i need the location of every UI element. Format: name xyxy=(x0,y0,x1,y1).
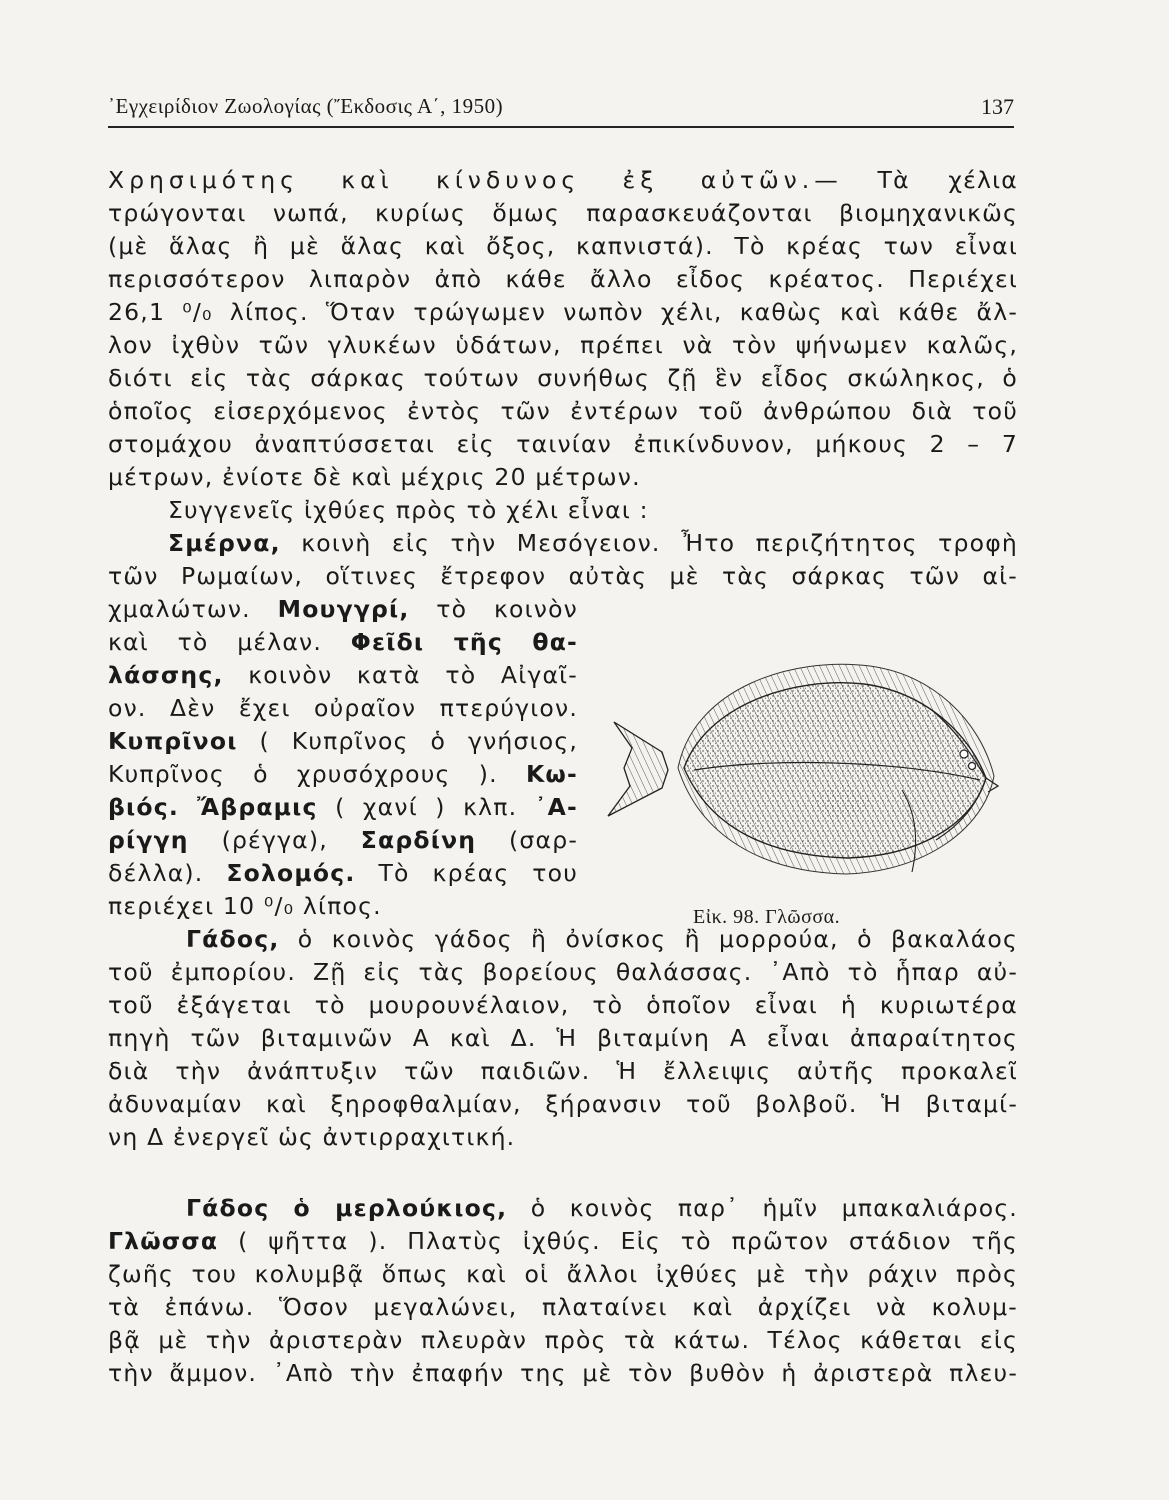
text-line: ρίγγη (ρέγγα), Σαρδίνη (σαρ- xyxy=(108,826,579,854)
term-bold: Φεῖδι τῆς θα- xyxy=(350,628,578,656)
term-bold: ρίγγη xyxy=(108,826,189,854)
text-line: Γλῶσσα ( ψῆττα ). Πλατὺς ἰχθύς. Εἰς τὸ πρῶτον στάδιον τῆς xyxy=(108,1227,1018,1255)
text-line: Γάδος, ὁ κοινὸς γάδος ἢ ὀνίσκος ἢ μορρούα, ὁ βακαλάος xyxy=(186,925,1018,953)
text-line: τοῦ ἐξάγεται τὸ μουρουνέλαιον, τὸ ὁποῖον εἶναι ἡ κυριωτέρα xyxy=(108,991,1018,1019)
text-line: τὰ ἐπάνω. Ὅσον μεγαλώνει, πλαταίνει καὶ ἀρχίζει νὰ κολυμ- xyxy=(108,1293,1018,1321)
text-line: τὴν ἄμμον. ᾿Απὸ τὴν ἐπαφήν της μὲ τὸν βυθὸν ἡ ἀριστερὰ πλευ- xyxy=(108,1359,1018,1387)
text-line: ζωῆς του κολυμβᾷ ὅπως καὶ οἱ ἄλλοι ἰχθύες μὲ τὴν ράχιν πρὸς xyxy=(108,1260,1018,1288)
term-bold: Μουγγρί, xyxy=(277,595,410,623)
text-line: Συγγενεῖς ἰχθύες πρὸς τὸ χέλι εἶναι : xyxy=(168,496,649,524)
text-line: λον ἰχθὺν τῶν γλυκέων ὑδάτων, πρέπει νὰ τὸν ψήνωμεν καλῶς, xyxy=(108,331,1018,359)
text-line: Γάδος ὁ μερλούκιος, ὁ κοινὸς παρ᾿ ἡμῖν μπακαλιάρος. xyxy=(186,1194,1018,1222)
term-bold: Κυπρῖνοι xyxy=(108,727,238,755)
term-bold: ᾿Α- xyxy=(534,793,578,821)
text-line: χμαλώτων. Μουγγρί, τὸ κοινὸν xyxy=(108,595,579,623)
text-line: νη Δ ἐνεργεῖ ὡς ἀντιρραχιτική. xyxy=(108,1123,516,1151)
term-bold: λάσσης, xyxy=(108,661,224,689)
text-line: τοῦ ἐμπορίου. Ζῇ εἰς τὰς βορείους θαλάσσας. ᾿Απὸ τὸ ἧπαρ αὐ- xyxy=(108,958,1018,986)
term-bold: Σμέρνα, xyxy=(168,529,281,557)
flatfish-illustration-icon xyxy=(602,640,1002,880)
figure-caption: Εἰκ. 98. Γλῶσσα. xyxy=(693,906,841,928)
term-bold: Γάδος ὁ μερλούκιος, xyxy=(186,1194,508,1222)
text-line: στομάχου ἀναπτύσσεται εἰς ταινίαν ἐπικίνδυνον, μήκους 2 – 7 xyxy=(108,430,1018,458)
text-line: ὁποῖος εἰσερχόμενος ἐντὸς τῶν ἐντέρων τοῦ ἀνθρώπου διὰ τοῦ xyxy=(108,397,1018,425)
text-line: Κυπρῖνοι ( Κυπρῖνος ὁ γνήσιος, xyxy=(108,727,578,755)
text-line: δέλλα). Σολομός. Τὸ κρέας του xyxy=(108,859,578,887)
text-line: Χρησιμότης καὶ κίνδυνος ἐξ αὐτῶν.— Τὰ χέλια xyxy=(108,166,1018,194)
text-line: περισσότερον λιπαρὸν ἀπὸ κάθε ἄλλο εἶδος κρέατος. Περιέχει xyxy=(108,265,1018,293)
text-line: (μὲ ἅλας ἢ μὲ ἅλας καὶ ὄξος, καπνιστά). Τὸ κρέας των εἶναι xyxy=(108,232,1018,260)
text-line: βιός. Ἄβραμις ( χανί ) κλπ. ᾿Α- xyxy=(108,793,578,821)
text-line: ἀδυναμίαν καὶ ξηροφθαλμίαν, ξήρανσιν τοῦ βολβοῦ. Ἡ βιταμί- xyxy=(108,1090,1018,1118)
term-bold: Σαρδίνη xyxy=(360,826,477,854)
text-line: ον. Δὲν ἔχει οὐραῖον πτερύγιον. xyxy=(108,694,578,722)
text-line: μέτρων, ἐνίοτε δὲ καὶ μέχρις 20 μέτρων. xyxy=(108,463,641,491)
page-number: 137 xyxy=(981,94,1014,119)
text-line: βᾷ μὲ τὴν ἀριστερὰν πλευρὰν πρὸς τὰ κάτω. Τέλος κάθεται εἰς xyxy=(108,1326,1018,1354)
term-bold: Γλῶσσα xyxy=(108,1227,219,1255)
text-line: 26,1 ⁰/₀ λίπος. Ὅταν τρώγωμεν νωπὸν χέλι, καθὼς καὶ κάθε ἄλ- xyxy=(108,298,1018,326)
text-line: τρώγονται νωπά, κυρίως ὅμως παρασκευάζονται βιομηχανικῶς xyxy=(108,199,1018,227)
text-line: πηγὴ τῶν βιταμινῶν Α καὶ Δ. Ἡ βιταμίνη Α εἶναι ἀπαραίτητος xyxy=(108,1024,1018,1052)
text-line: καὶ τὸ μέλαν. Φεῖδι τῆς θα- xyxy=(108,628,578,656)
term-bold: Γάδος, xyxy=(186,925,280,953)
term-bold: Κω- xyxy=(526,760,578,788)
term-bold: βιός. Ἄβραμις xyxy=(108,793,318,821)
text-line: διότι εἰς τὰς σάρκας τούτων συνήθως ζῇ ἓν εἶδος σκώληκος, ὁ xyxy=(108,364,1018,392)
text-line: τῶν Ρωμαίων, οἵτινες ἔτρεφον αὐτὰς μὲ τὰς σάρκας τῶν αἰ- xyxy=(108,562,1018,590)
text-line: Κυπρῖνος ὁ χρυσόχρους ). Κω- xyxy=(108,760,578,788)
running-header xyxy=(108,92,1014,128)
running-title: ᾿Εγχειρίδιον Ζωολογίας (Ἔκδοσις Α΄, 1950) xyxy=(108,94,504,118)
text-line: περιέχει 10 ⁰/₀ λίπος. xyxy=(108,892,382,920)
term-bold: Σολομός. xyxy=(226,859,356,887)
text-line: Σμέρνα, κοινὴ εἰς τὴν Μεσόγειον. Ἦτο περιζήτητος τροφὴ xyxy=(168,529,1018,557)
text-line: διὰ τὴν ἀνάπτυξιν τῶν παιδιῶν. Ἡ ἔλλειψις αὐτῆς προκαλεῖ xyxy=(108,1057,1018,1085)
section-heading-spaced: Χρησιμότης καὶ κίνδυνος ἐξ αὐτῶν. xyxy=(108,166,815,194)
text-line: λάσσης, κοινὸν κατὰ τὸ Αἰγαῖ- xyxy=(108,661,578,689)
